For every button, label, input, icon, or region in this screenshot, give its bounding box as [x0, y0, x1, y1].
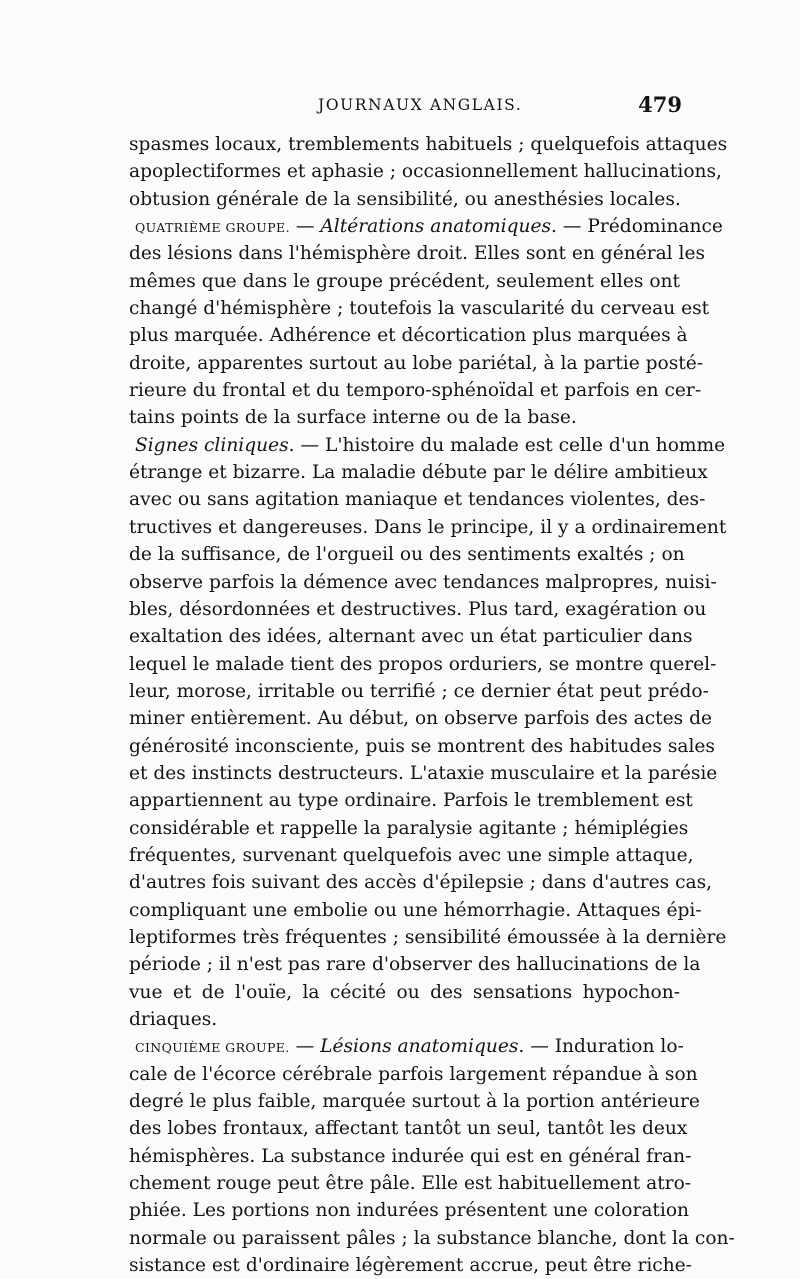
text-fragment: Prédominance: [587, 216, 723, 238]
text-line: des lobes frontaux, affectant tantôt un seul, tantôt les deux: [129, 1118, 688, 1140]
text-line: sistance est d'ordinaire légèrement accrue, peut être riche-: [129, 1255, 692, 1277]
text-line: droite, apparentes surtout au lobe pariétal, à la partie posté-: [129, 352, 704, 374]
text-line: spasmes locaux, tremblements habituels ; quelquefois attaques: [129, 134, 728, 155]
text-line: vue et de l'ouïe, la cécité ou des sensations hypochon-: [129, 981, 680, 1003]
text-line: compliquant une embolie ou une hémorrhagie. Attaques épi-: [129, 899, 702, 921]
text-line: normale ou paraissent pâles ; la substance blanche, dont la con-: [129, 1227, 735, 1249]
text-fragment: — Induration lo-: [530, 1036, 684, 1058]
text-line: cale de l'écorce cérébrale parfois largement répandue à son: [129, 1063, 698, 1085]
text-line: bles, désordonnées et destructives. Plus tard, exagération ou: [129, 598, 707, 620]
section-heading-line: CINQUIÈME GROUPE. — Lésions anatomiques. — Induration lo-: [135, 1036, 684, 1058]
text-line: tains points de la surface interne ou de la base.: [129, 407, 577, 429]
text-line: et des instincts destructeurs. L'ataxie musculaire et la parésie: [129, 762, 718, 784]
text-line: obtusion générale de la sensibilité, ou anesthésies locales.: [129, 188, 681, 210]
text-fragment: — L'histoire du malade est celle d'un homme: [300, 434, 726, 456]
text-line: étrange et bizarre. La maladie débute par le délire ambitieux: [129, 462, 708, 484]
text-line: tructives et dangereuses. Dans le principe, il y a ordinairement: [129, 516, 727, 538]
text-line: observe parfois la démence avec tendances malpropres, nuisi-: [129, 571, 717, 593]
text-line: plus marquée. Adhérence et décortication plus marquées à: [129, 325, 688, 347]
text-line: phiée. Les portions non indurées présentent une coloration: [129, 1200, 690, 1222]
section-heading-line: QUATRIÈME GROUPE. — Altérations anatomiques. — Prédominance: [135, 216, 723, 238]
page-number: 479: [638, 92, 682, 117]
text-line: considérable et rappelle la paralysie agitante ; hémiplégies: [129, 817, 689, 839]
text-line: leptiformes très fréquentes ; sensibilité émoussée à la dernière: [129, 926, 727, 948]
text-line: chement rouge peut être pâle. Elle est habituellement atro-: [129, 1173, 692, 1195]
running-head: [128, 92, 682, 122]
text-line: hémisphères. La substance indurée qui est en général fran-: [129, 1145, 692, 1167]
section-heading: QUATRIÈME GROUPE.: [135, 220, 290, 236]
text-line: mêmes que dans le groupe précédent, seulement elles ont: [129, 270, 680, 292]
text-line: des lésions dans l'hémisphère droit. Elles sont en général les: [129, 243, 706, 265]
running-title: JOURNAUX ANGLAIS.: [318, 96, 523, 114]
text-line: miner entièrement. Au début, on observe parfois des actes de: [129, 708, 713, 730]
subsection-line: [129, 432, 726, 459]
text-line: lequel le malade tient des propos orduriers, se montre querel-: [129, 653, 717, 675]
section-subheading: Altérations anatomiques.: [320, 216, 557, 238]
body-text: [129, 131, 735, 1279]
text-line: apoplectiformes et aphasie ; occasionnellement hallucinations,: [129, 161, 722, 183]
text-line: leur, morose, irritable ou terrifié ; ce dernier état peut prédo-: [129, 680, 709, 702]
section-subheading: Lésions anatomiques.: [320, 1036, 525, 1058]
text-line: de la suffisance, de l'orgueil ou des sentiments exaltés ; on: [129, 544, 685, 566]
text-line: appartiennent au type ordinaire. Parfois le tremblement est: [129, 790, 693, 812]
text-line: fréquentes, survenant quelquefois avec une simple attaque,: [129, 844, 694, 866]
subsection-heading: Signes cliniques.: [135, 434, 295, 456]
text-line: générosité inconsciente, puis se montrent des habitudes sales: [129, 735, 715, 757]
text-line: changé d'hémisphère ; toutefois la vascularité du cerveau est: [129, 298, 710, 320]
text-line: période ; il n'est pas rare d'observer des hallucinations de la: [129, 954, 701, 976]
text-line: rieure du frontal et du temporo-sphénoïdal et parfois en cer-: [129, 380, 702, 402]
text-line: d'autres fois suivant des accès d'épilepsie ; dans d'autres cas,: [129, 872, 713, 894]
text-line: driaques.: [129, 1009, 218, 1030]
text-line: exaltation des idées, alternant avec un état particulier dans: [129, 626, 693, 648]
text-line: degré le plus faible, marquée surtout à la portion antérieure: [129, 1091, 700, 1113]
text-line: avec ou sans agitation maniaque et tendances violentes, des-: [129, 489, 706, 511]
section-heading: CINQUIÈME GROUPE.: [135, 1040, 290, 1056]
